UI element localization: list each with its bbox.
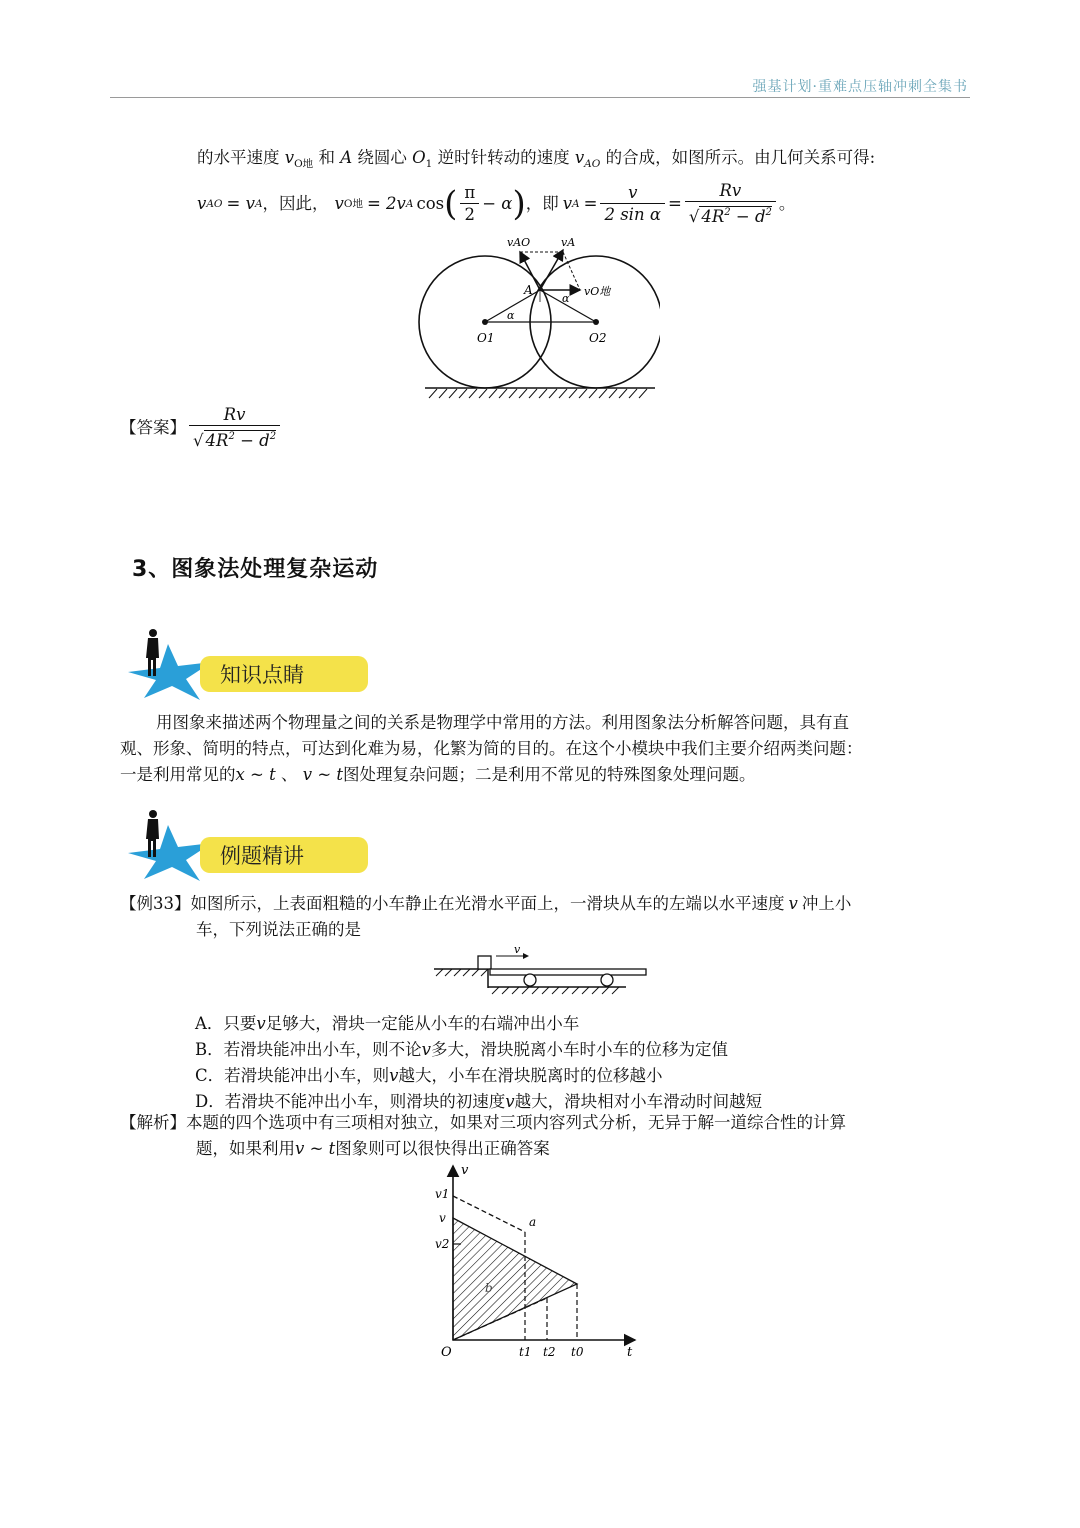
arrow-vA	[540, 250, 563, 290]
banner-knowledge	[120, 624, 380, 704]
math-equals: =	[583, 194, 598, 213]
label-axis-t: t	[627, 1345, 633, 1360]
math-v: v	[505, 1092, 515, 1111]
label-v: v	[514, 944, 521, 956]
numerator: v	[600, 183, 665, 204]
star-icon	[128, 644, 212, 700]
subscript: A	[572, 198, 580, 210]
section-title: 3、图象法处理复杂运动	[132, 557, 379, 582]
math-v: v	[574, 148, 585, 167]
label-a: a	[529, 1215, 537, 1229]
option-key: B．	[195, 1040, 224, 1059]
fraction-Rv-over-sqrt	[685, 181, 776, 228]
math: v ~ t	[302, 765, 344, 784]
text: 一是利用常见的	[120, 765, 236, 784]
numerator: π	[460, 183, 479, 204]
answer-label: 【答案】	[120, 418, 186, 437]
star-icon	[128, 825, 212, 881]
subscript: AO	[584, 158, 601, 170]
label-b: b	[485, 1281, 493, 1295]
paren-right: )	[512, 184, 526, 224]
text: 冲上小	[801, 894, 852, 913]
numerator: Rv	[189, 405, 280, 426]
math: − d	[240, 430, 270, 450]
text: 本题的四个选项中有三项相对独立，如果对三项内容列式分析，无异于解一道综合性的计算	[186, 1113, 846, 1132]
banner-label: 例题精讲	[220, 844, 304, 868]
text: 题，如果利用	[196, 1139, 295, 1158]
intro-line: 用图象来描述两个物理量之间的关系是物理学中常用的方法。利用图象法分析解答问题，具有直	[156, 713, 849, 732]
answer-row	[120, 402, 283, 454]
answer-fraction	[189, 405, 280, 452]
text: 图象则可以很快得出正确答案	[335, 1139, 550, 1158]
derivation-line-2	[197, 176, 795, 232]
math-O: O	[412, 148, 426, 167]
options-list	[195, 1011, 762, 1115]
math: − d	[735, 206, 766, 226]
label-vA: vA	[561, 236, 576, 249]
math-v: v	[562, 194, 573, 213]
option-key: A．	[195, 1014, 224, 1033]
math-equals: =	[667, 194, 682, 213]
numerator: Rv	[685, 181, 776, 202]
text: 绕圆心	[357, 148, 407, 167]
label-origin: O	[441, 1345, 452, 1360]
text: 若滑块能冲出小车，则	[224, 1066, 390, 1085]
math-cos: cos	[416, 194, 445, 213]
slider-block	[478, 956, 491, 969]
subscript: A	[254, 198, 263, 210]
figure-vt-graph	[425, 1160, 645, 1360]
math: = v	[226, 194, 255, 213]
denominator: √ $4R^2 - d^2$	[193, 430, 277, 450]
wheel	[601, 974, 613, 986]
math: 4R	[205, 430, 229, 450]
label-t1: t1	[519, 1345, 532, 1359]
banner-examples	[120, 805, 380, 885]
banner-label: 知识点睛	[220, 663, 304, 687]
text: 的合成，如图所示。由几何关系可得:	[605, 148, 876, 167]
option-a[interactable]	[195, 1011, 762, 1037]
math-v: v	[334, 194, 344, 213]
text: 、	[281, 765, 298, 784]
superscript: 2	[724, 206, 731, 218]
example-tag: 【例33】	[120, 894, 191, 913]
text: 若滑块不能冲出小车，则滑块的初速度	[224, 1092, 506, 1111]
math: 4R	[701, 206, 725, 226]
figure-cart	[430, 944, 650, 996]
math: v ~ t	[295, 1139, 336, 1158]
header-title: 强基计划·重难点压轴冲刺全集书	[752, 79, 968, 95]
cart-body	[490, 969, 646, 975]
derivation-line-1	[197, 146, 875, 176]
label-v: v	[439, 1211, 446, 1225]
math-v: v	[284, 148, 295, 167]
math: x ~ t	[235, 765, 276, 784]
superscript: 2	[228, 430, 235, 442]
option-key: C．	[195, 1066, 225, 1085]
intro-line: 观、形象、简明的特点，可达到化难为易，化繁为简的目的。在这个小模块中我们主要介绍两类问题：	[120, 739, 863, 758]
analysis-tag: 【解析】	[120, 1113, 186, 1132]
subscript: O地	[343, 198, 363, 210]
label-vOdi: vO地	[584, 285, 611, 298]
fraction-pi-over-2	[460, 183, 479, 226]
ground-hatch	[429, 389, 647, 398]
label-axis-v: v	[461, 1163, 469, 1178]
label-A: A	[524, 283, 533, 297]
text: 。	[778, 194, 796, 213]
subscript: A	[405, 198, 414, 210]
subscript: AO	[206, 198, 223, 210]
paren-left: (	[444, 184, 458, 224]
math-v: v	[389, 1066, 399, 1085]
math-v: v	[421, 1040, 431, 1059]
option-key: D．	[195, 1092, 225, 1111]
label-O1: O1	[477, 331, 495, 345]
superscript: 2	[765, 206, 772, 218]
text: 足够大，滑块一定能从小车的右端冲出小车	[265, 1014, 580, 1033]
text: 如图所示，上表面粗糙的小车静止在光滑水平面上，一滑块从车的左端以水平速度	[190, 894, 785, 913]
option-c[interactable]	[195, 1063, 762, 1089]
text: 车，下列说法正确的是	[196, 920, 361, 939]
label-v2: v2	[435, 1237, 450, 1251]
math: = 2v	[366, 194, 406, 213]
analysis	[120, 1110, 980, 1162]
fraction-v-over-2sin	[600, 183, 665, 226]
option-b[interactable]	[195, 1037, 762, 1063]
hatched-region	[453, 1218, 577, 1340]
math-v: v	[256, 1014, 266, 1033]
text: 若滑块能冲出小车，则不论	[223, 1040, 422, 1059]
subscript: O地	[294, 158, 314, 170]
intro-line	[120, 762, 970, 788]
superscript: 2	[269, 430, 277, 442]
denominator: √ $4R^2 - d^2$	[688, 206, 772, 226]
label-alpha-top: α	[562, 292, 570, 305]
label-t0: t0	[571, 1345, 584, 1359]
math-v: v	[197, 194, 207, 213]
text: 越大，滑块相对小车滑动时间越短	[514, 1092, 763, 1111]
math-v: v	[788, 894, 798, 913]
text: 越大，小车在滑块脱离时的位移越小	[398, 1066, 663, 1085]
text: ，即	[525, 194, 559, 213]
text: ，因此，	[262, 194, 329, 213]
label-O2: O2	[589, 331, 607, 345]
text: 图处理复杂问题；二是利用不常见的特殊图象处理问题。	[343, 765, 756, 784]
text: 多大，滑块脱离小车时小车的位移为定值	[430, 1040, 728, 1059]
wheel	[524, 974, 536, 986]
denominator: 2 sin α	[604, 204, 661, 224]
text: 只要	[223, 1014, 257, 1033]
label-alpha-center: α	[507, 309, 515, 322]
label-t2: t2	[543, 1345, 556, 1359]
intro-paragraph	[120, 710, 970, 788]
math-A: A	[340, 148, 353, 167]
text: 逆时针转动的速度	[437, 148, 570, 167]
text: 和	[318, 148, 335, 167]
example-33	[120, 891, 980, 943]
figure-two-wheels	[415, 232, 660, 404]
header-divider	[110, 97, 970, 98]
label-vAO: vAO	[507, 236, 531, 249]
text: 的水平速度	[197, 148, 280, 167]
denominator: 2	[464, 204, 476, 224]
math: − α	[482, 194, 513, 213]
subscript: 1	[425, 158, 433, 170]
label-v1: v1	[435, 1187, 450, 1201]
